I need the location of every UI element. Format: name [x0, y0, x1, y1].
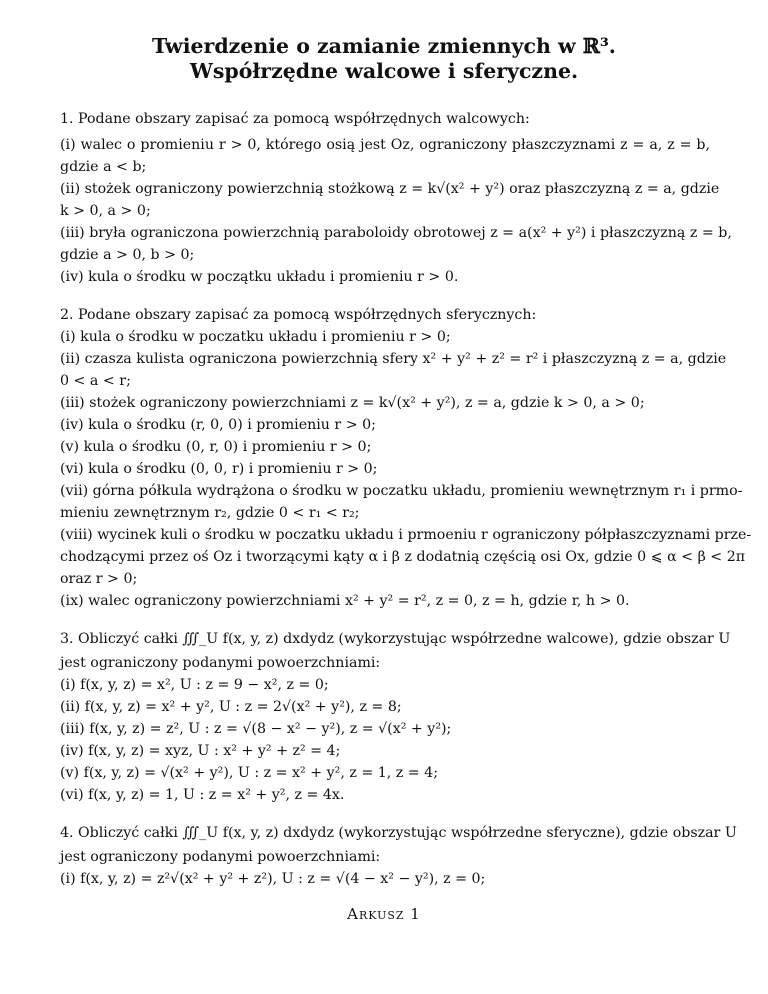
- section-2-item-ix: (ix) walec ograniczony powierzchniami x² + y² = r², z = 0, z = h, gdzie r, h > 0.: [60, 593, 630, 609]
- section-2-item-ii-cont: 0 < a < r;: [60, 373, 131, 389]
- section-2-item-iii: (iii) stożek ograniczony powierzchniami z = k√(x² + y²), z = a, gdzie k > 0, a > 0;: [60, 395, 645, 411]
- section-4-heading: 4. Obliczyć całki ∭_U f(x, y, z) dxdydz (wykorzystując współrzedne sferyczne), gdzie obszar U: [60, 825, 737, 841]
- section-2-item-iv: (iv) kula o środku (r, 0, 0) i promieniu r > 0;: [60, 417, 376, 433]
- section-1-item-ii-cont: k > 0, a > 0;: [60, 203, 151, 219]
- section-1-heading: 1. Podane obszary zapisać za pomocą współrzędnych walcowych:: [60, 111, 530, 127]
- section-3-item-vi: (vi) f(x, y, z) = 1, U : z = x² + y², z = 4x.: [60, 787, 345, 803]
- section-2-item-vii-cont: mieniu zewnętrznym r₂, gdzie 0 < r₁ < r₂;: [60, 505, 360, 521]
- section-1-item-iii-cont: gdzie a > 0, b > 0;: [60, 247, 195, 263]
- section-1-item-iii: (iii) bryła ograniczona powierzchnią paraboloidy obrotowej z = a(x² + y²) i płaszczyzną z = b,: [60, 225, 732, 241]
- section-3-item-i: (i) f(x, y, z) = x², U : z = 9 − x², z = 0;: [60, 677, 329, 693]
- section-2-item-ii: (ii) czasza kulista ograniczona powierzchnią sfery x² + y² + z² = r² i płaszczyzną z = a, gdzie: [60, 351, 727, 367]
- section-1-item-iv: (iv) kula o środku w początku układu i promieniu r > 0.: [60, 269, 459, 285]
- section-2-item-i: (i) kula o środku w poczatku układu i promieniu r > 0;: [60, 329, 451, 345]
- section-3-heading-cont: jest ograniczony podanymi powoerzchniami:: [60, 655, 381, 671]
- section-1-item-i: (i) walec o promieniu r > 0, którego osią jest Oz, ograniczony płaszczyznami z = a, z = b,: [60, 137, 710, 153]
- sheet-footer: Arkusz 1: [347, 905, 421, 923]
- section-2-item-vii: (vii) górna półkula wydrążona o środku w poczatku układu, promieniu wewnętrznym r₁ i prmo-: [60, 483, 743, 499]
- section-4-item-i: (i) f(x, y, z) = z²√(x² + y² + z²), U : z = √(4 − x² − y²), z = 0;: [60, 871, 486, 887]
- section-3-item-iii: (iii) f(x, y, z) = z², U : z = √(8 − x² − y²), z = √(x² + y²);: [60, 721, 452, 737]
- section-2-item-viii: (viii) wycinek kuli o środku w poczatku układu i prmoeniu r ograniczony półpłaszczyznami prze-: [60, 527, 752, 543]
- section-1-item-ii: (ii) stożek ograniczony powierzchnią stożkową z = k√(x² + y²) oraz płaszczyzną z = a, gdzie: [60, 181, 720, 197]
- section-3-heading: 3. Obliczyć całki ∭_U f(x, y, z) dxdydz (wykorzystując współrzedne walcowe), gdzie obszar U: [60, 631, 731, 647]
- section-1-item-i-cont: gdzie a < b;: [60, 159, 147, 175]
- section-2-item-v: (v) kula o środku (0, r, 0) i promieniu r > 0;: [60, 439, 372, 455]
- section-3-item-ii: (ii) f(x, y, z) = x² + y², U : z = 2√(x² + y²), z = 8;: [60, 699, 402, 715]
- title-line-2: Współrzędne walcowe i sferyczne.: [189, 59, 579, 83]
- section-2-heading: 2. Podane obszary zapisać za pomocą współrzędnych sferycznych:: [60, 307, 537, 323]
- section-3-item-v: (v) f(x, y, z) = √(x² + y²), U : z = x² + y², z = 1, z = 4;: [60, 765, 438, 781]
- section-2-item-vi: (vi) kula o środku (0, 0, r) i promieniu r > 0;: [60, 461, 378, 477]
- title-line-1: Twierdzenie o zamianie zmiennych w ℝ³.: [152, 34, 616, 58]
- section-2-item-viii-cont-2: oraz r > 0;: [60, 571, 138, 587]
- section-2-item-viii-cont-1: chodzącymi przez oś Oz i tworzącymi kąty α i β z dodatnią częścią osi Ox, gdzie 0 ⩽ α < β < 2π: [60, 549, 746, 565]
- section-3-item-iv: (iv) f(x, y, z) = xyz, U : x² + y² + z² = 4;: [60, 743, 341, 759]
- section-4-heading-cont: jest ograniczony podanymi powoerzchniami:: [60, 849, 381, 865]
